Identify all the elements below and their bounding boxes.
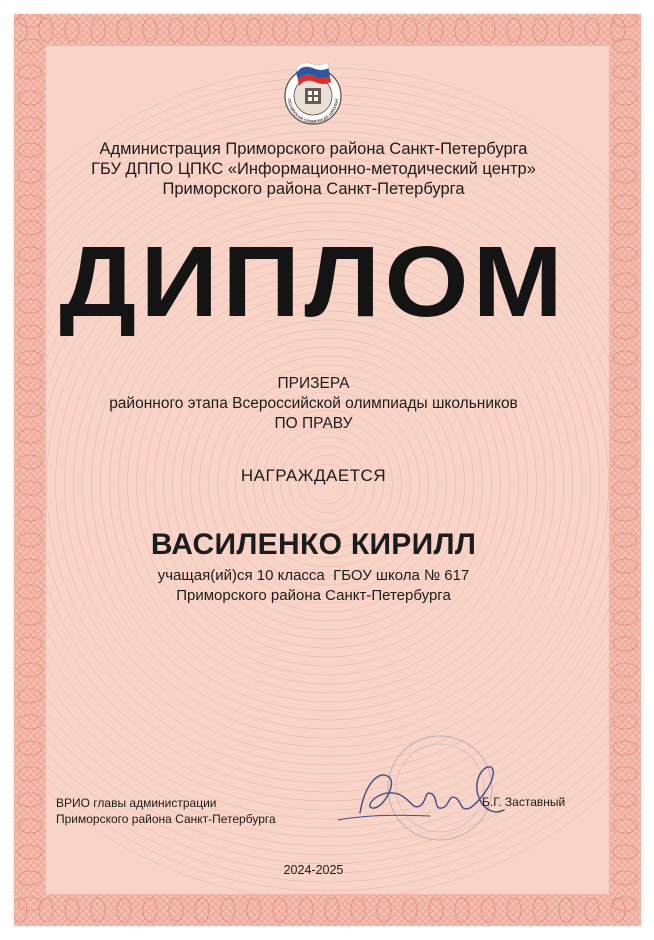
category-line-1: ПРИЗЕРА <box>277 375 350 392</box>
category-line-2: районного этапа Всероссийской олимпиады школьников <box>109 395 518 412</box>
signatory-title-line-2: Приморского района Санкт-Петербурга <box>56 812 276 826</box>
category-line-3: ПО ПРАВУ <box>274 415 353 432</box>
organization-header <box>0 139 627 199</box>
diploma-title <box>0 226 627 338</box>
organization-line-3: Приморского района Санкт-Петербурга <box>162 180 465 198</box>
signatory-title <box>56 795 276 827</box>
recipient-class-school: учащая(ий)ся 10 класса ГБОУ школа № 617 <box>157 567 470 584</box>
academic-year: 2024-2025 <box>283 863 344 877</box>
logo-text: ОССИЙСКАЯ ОЛИМПИАДА ШКОЛЬН <box>286 98 340 125</box>
recipient-district: Приморского района Санкт-Петербурга <box>176 587 451 604</box>
awarded-label: НАГРАЖДАЕТСЯ <box>240 466 387 485</box>
signatory-title-line-1: ВРИО главы администрации <box>56 796 217 810</box>
award-category <box>0 374 627 434</box>
signatory-name: Б.Г. Заставный <box>482 795 566 809</box>
olympiad-logo <box>278 58 348 128</box>
recipient-details <box>0 566 627 606</box>
organization-line-1: Администрация Приморского района Санкт-Петербурга <box>99 140 528 158</box>
recipient-name: ВАСИЛЕНКО КИРИЛЛ <box>150 528 477 561</box>
organization-line-2: ГБУ ДППО ЦПКС «Информационно-методический центр» <box>91 160 536 178</box>
signature-with-stamp <box>320 728 520 848</box>
diploma-title-text: ДИПЛОМ <box>59 226 568 338</box>
